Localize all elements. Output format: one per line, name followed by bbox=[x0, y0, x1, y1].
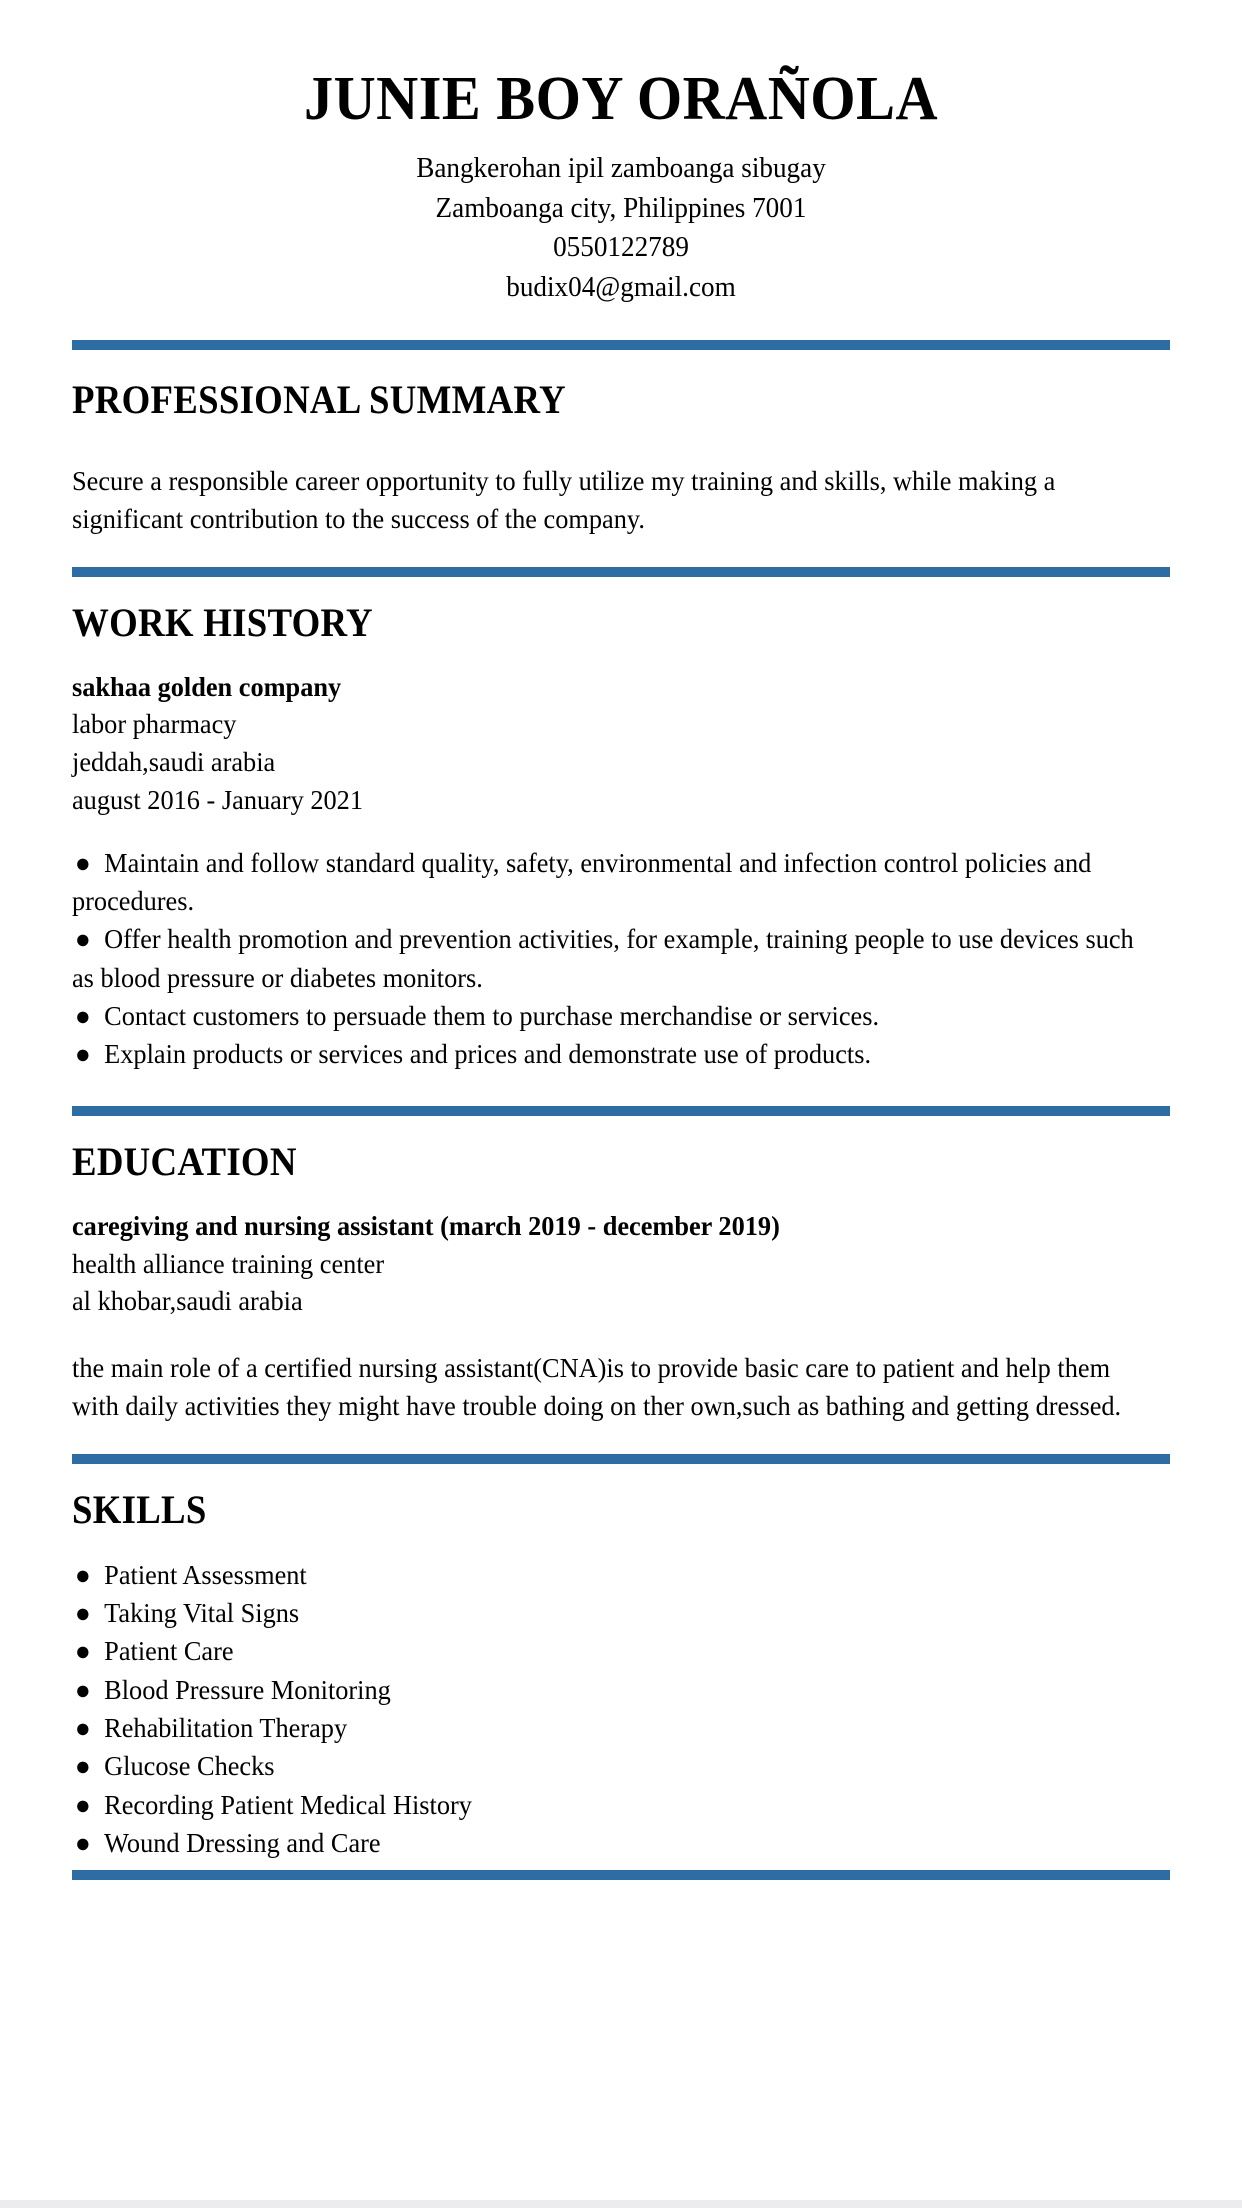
contact-address-line-1: Bangkerohan ipil zamboanga sibugay bbox=[416, 152, 826, 184]
work-bullet-text: Offer health promotion and prevention activities, for example, training people to use devices such as blood pressure or diabetes monitors. bbox=[72, 924, 1134, 993]
divider-above-education bbox=[72, 1106, 1170, 1116]
education-program: caregiving and nursing assistant (march 2019 - december 2019) bbox=[72, 1210, 780, 1241]
skill-text: Patient Assessment bbox=[104, 1559, 307, 1590]
skill-text: Blood Pressure Monitoring bbox=[104, 1674, 391, 1705]
contact-address-line-2: Zamboanga city, Philippines 7001 bbox=[435, 192, 807, 224]
professional-summary-body: Secure a responsible career opportunity to fully utilize my training and skills, while making a significant contribution to the success of the company. bbox=[72, 465, 1056, 535]
contact-email: budix04@gmail.com bbox=[506, 272, 736, 304]
bullet-icon: ● bbox=[74, 1828, 91, 1859]
spacer bbox=[72, 577, 1170, 601]
divider-below-skills bbox=[72, 1870, 1170, 1880]
list-item bbox=[72, 1594, 1143, 1632]
list-item bbox=[72, 1671, 1143, 1709]
section-title-skills: SKILLS bbox=[72, 1486, 207, 1532]
contact-phone: 0550122789 bbox=[553, 232, 689, 264]
bullet-icon: ● bbox=[74, 1713, 91, 1744]
education-entry bbox=[72, 1208, 1170, 1426]
bullet-icon: ● bbox=[74, 1636, 91, 1667]
skill-text: Patient Care bbox=[104, 1636, 234, 1667]
bullet-icon: ● bbox=[74, 1598, 91, 1629]
list-item bbox=[72, 1035, 1143, 1073]
spacer bbox=[72, 820, 1170, 844]
skills-list bbox=[72, 1556, 1170, 1863]
divider-above-skills bbox=[72, 1454, 1170, 1464]
work-role: labor pharmacy bbox=[72, 709, 237, 740]
skill-text: Glucose Checks bbox=[104, 1751, 275, 1782]
skill-text: Wound Dressing and Care bbox=[104, 1828, 381, 1859]
bullet-icon: ● bbox=[74, 1001, 91, 1032]
bullet-icon: ● bbox=[74, 924, 91, 955]
list-item bbox=[72, 1747, 1143, 1785]
education-institution: health alliance training center bbox=[72, 1248, 385, 1279]
spacer bbox=[72, 1862, 1170, 1870]
spacer bbox=[72, 1464, 1170, 1488]
page-bottom-band bbox=[0, 2200, 1242, 2208]
list-item bbox=[72, 1632, 1143, 1670]
list-item bbox=[72, 997, 1143, 1035]
work-history-entry bbox=[72, 669, 1170, 1074]
bullet-icon: ● bbox=[74, 1039, 91, 1070]
bullet-icon: ● bbox=[74, 1674, 91, 1705]
work-dates: august 2016 - January 2021 bbox=[72, 785, 363, 815]
list-item bbox=[72, 920, 1143, 997]
divider-above-professional-summary bbox=[72, 340, 1170, 350]
spacer bbox=[72, 539, 1170, 567]
spacer bbox=[72, 308, 1170, 340]
section-title-professional-summary: PROFESSIONAL SUMMARY bbox=[72, 376, 566, 422]
work-company: sakhaa golden company bbox=[72, 671, 342, 702]
section-title-work-history: WORK HISTORY bbox=[72, 599, 373, 645]
education-location: al khobar,saudi arabia bbox=[72, 1286, 303, 1317]
list-item bbox=[72, 1556, 1143, 1594]
bullet-icon: ● bbox=[74, 847, 91, 878]
bullet-icon: ● bbox=[74, 1751, 91, 1782]
skill-text: Taking Vital Signs bbox=[104, 1598, 300, 1629]
spacer bbox=[72, 1116, 1170, 1140]
work-location: jeddah,saudi arabia bbox=[72, 747, 276, 778]
education-description: the main role of a certified nursing assistant(CNA)is to provide basic care to patient and help them with daily activities they might have trouble doing on ther own,such as bathing and getting dressed. bbox=[72, 1353, 1122, 1422]
spacer bbox=[72, 1532, 1170, 1556]
work-bullet-text: Maintain and follow standard quality, safety, environmental and infection control policies and procedures. bbox=[72, 847, 1092, 917]
work-responsibility-list bbox=[72, 844, 1170, 1074]
spacer bbox=[72, 1184, 1170, 1208]
divider-above-work-history bbox=[72, 567, 1170, 577]
resume-content bbox=[72, 0, 1170, 1880]
skill-text: Rehabilitation Therapy bbox=[104, 1713, 348, 1744]
spacer bbox=[72, 1074, 1170, 1106]
spacer bbox=[72, 1426, 1170, 1454]
list-item bbox=[72, 844, 1143, 921]
bullet-icon: ● bbox=[74, 1559, 91, 1590]
candidate-name: JUNIE BOY ORAÑOLA bbox=[303, 65, 939, 133]
spacer bbox=[72, 645, 1170, 669]
section-title-education: EDUCATION bbox=[72, 1138, 297, 1184]
skill-text: Recording Patient Medical History bbox=[104, 1789, 472, 1820]
list-item bbox=[72, 1824, 1143, 1862]
spacer bbox=[72, 1321, 1170, 1349]
work-bullet-text: Explain products or services and prices and demonstrate use of products. bbox=[104, 1039, 872, 1070]
bullet-icon: ● bbox=[74, 1789, 91, 1820]
resume-header bbox=[72, 0, 1170, 308]
spacer bbox=[72, 350, 1170, 378]
work-bullet-text: Contact customers to persuade them to purchase merchandise or services. bbox=[104, 1001, 880, 1032]
list-item bbox=[72, 1709, 1143, 1747]
spacer bbox=[72, 422, 1170, 462]
list-item bbox=[72, 1786, 1143, 1824]
